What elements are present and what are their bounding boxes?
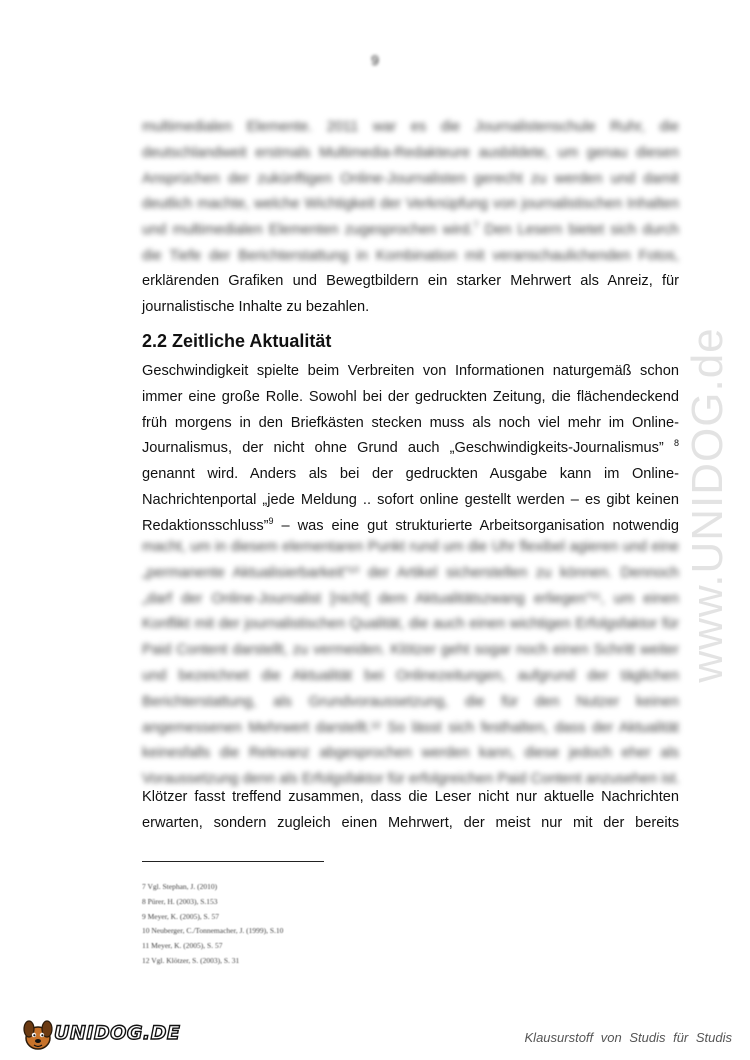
footnote: 8 Pürer, H. (2003), S.153 xyxy=(142,896,218,906)
text-line: deutschlandweit erstmals Multimedia-Redakteure ausbildete, um genau diesen xyxy=(142,144,679,161)
text-line: macht, um in diesem elementaren Punkt rund um die Uhr flexibel agieren und eine xyxy=(142,539,679,555)
text-line: journalistische Inhalte zu bezahlen. xyxy=(142,298,370,315)
footnote-ref: 7 xyxy=(473,220,479,231)
page-number: 9 xyxy=(371,52,379,68)
footnote-divider xyxy=(142,861,324,862)
watermark-text: www.UNIDOG.de xyxy=(683,327,732,683)
text-line: keinesfalls die Relevanz abgesprochen werden kann, diese jedoch eher als xyxy=(142,745,679,762)
text-line: genannt wird. Anders als bei der gedruckten Ausgabe kann im Online- xyxy=(142,466,679,483)
text-line: Klötzer fasst treffend zusammen, dass die Leser nicht nur aktuelle Nachrichten xyxy=(142,789,679,805)
text-line: Berichterstattung, als Grundvoraussetzung, die für den Nutzer keinen xyxy=(142,693,679,710)
footer-tagline: Klausurstoff von Studis für Studis xyxy=(524,1030,732,1045)
text-line: Redaktionsschluss”$^9$ – was eine gut strukturierte Arbeitsorganisation notwendig xyxy=(142,515,679,534)
unidog-logo[interactable] xyxy=(18,1014,181,1054)
text-line: Ansprüchen der zukünftigen Online-Journalisten gerecht zu werden und damit xyxy=(142,170,679,187)
footnote: 12 Vgl. Klötzer, S. (2003), S. 31 xyxy=(142,955,240,965)
text-line: immer eine große Rolle. Sowohl bei der gedruckten Zeitung, die flächendeckend xyxy=(142,388,679,405)
footnote: 9 Meyer, K. (2005), S. 57 xyxy=(142,911,219,921)
section-heading: 2.2 Zeitliche Aktualität xyxy=(142,331,332,351)
text-line: Konflikt mit der journalistischen Qualität, die auch einen wichtigen Erfolgsfaktor für xyxy=(142,616,679,633)
footnote: 10 Neuberger, C./Tonnemacher, J. (1999), S.10 xyxy=(142,926,284,936)
text-line: multimedialen Elemente. 2011 war es die Journalistenschule Ruhr, die xyxy=(142,119,679,135)
text-line: früh morgens in den Briefkästen stecken muss als noch viel mehr im Online- xyxy=(142,414,679,431)
footnote-ref: 9 xyxy=(268,515,274,526)
text-line: die Tiefe der Berichterstattung in Kombination mit veranschaulichenden Fotos, xyxy=(142,247,679,264)
text-line: Paid Content darstellt, zu vermeiden. Klötzer geht sogar noch einen Schritt weiter xyxy=(142,642,679,659)
blurred-paragraph-middle xyxy=(142,535,679,793)
text-line: Voraussetzung denn als Erfolgsfaktor für erfolgreichen Paid Content anzusehen ist. xyxy=(142,771,680,788)
text-line: „darf der Online-Journalist [nicht] dem Aktualitätszwang erliegen”¹¹, um einen xyxy=(142,590,679,607)
text-line: deutlich machte, welche Wichtigkeit der Verknüpfung von journalistischen Inhalten xyxy=(142,196,679,213)
footnote: 7 Vgl. Stephan, J. (2010) xyxy=(142,882,218,891)
text-line: angemessenen Mehrwert darstellt.¹² So lässt sich festhalten, dass der Aktualität xyxy=(142,719,679,736)
watermark xyxy=(683,280,733,730)
footnotes-list xyxy=(142,880,283,969)
text-line: Nachrichtenportal „jede Meldung .. sofort online gestellt werden – es gibt keinen xyxy=(142,491,679,508)
footnote-ref: 8 xyxy=(673,438,679,449)
text-line: erklärenden Grafiken und Bewegtbildern ein starker Mehrwert als Anreiz, für xyxy=(142,273,679,289)
footnote: 11 Meyer, K. (2005), S. 57 xyxy=(142,941,223,951)
paragraph-bottom-clear xyxy=(142,785,679,837)
text-line: und multimedialen Elementen zugesprochen wird.$^7$ Den Lesern bietet sich durch xyxy=(142,220,679,239)
dog-mascot-icon xyxy=(18,1014,58,1054)
text-line: und bezeichnet die Aktualität bei Onlinezeitungen, aufgrund der täglichen xyxy=(142,667,679,684)
text-line: „permanente Aktualisierbarkeit”¹⁰ der Artikel sicherstellen zu können. Dennoch xyxy=(142,564,679,581)
paragraph-top-clear xyxy=(142,269,679,321)
blurred-paragraph-top xyxy=(142,115,679,270)
text-line: Journalismus, der nicht ohne Grund auch „Geschwindigkeits-Journalismus” $^8$ xyxy=(142,438,679,457)
logo-text: UNIDOG.DE xyxy=(54,1022,181,1044)
paragraph-middle-clear xyxy=(142,359,679,540)
text-line: erwarten, sondern zugleich einen Mehrwert, der meist nur mit der bereits xyxy=(142,814,679,831)
text-line: Geschwindigkeit spielte beim Verbreiten von Informationen naturgemäß schon xyxy=(142,363,679,379)
